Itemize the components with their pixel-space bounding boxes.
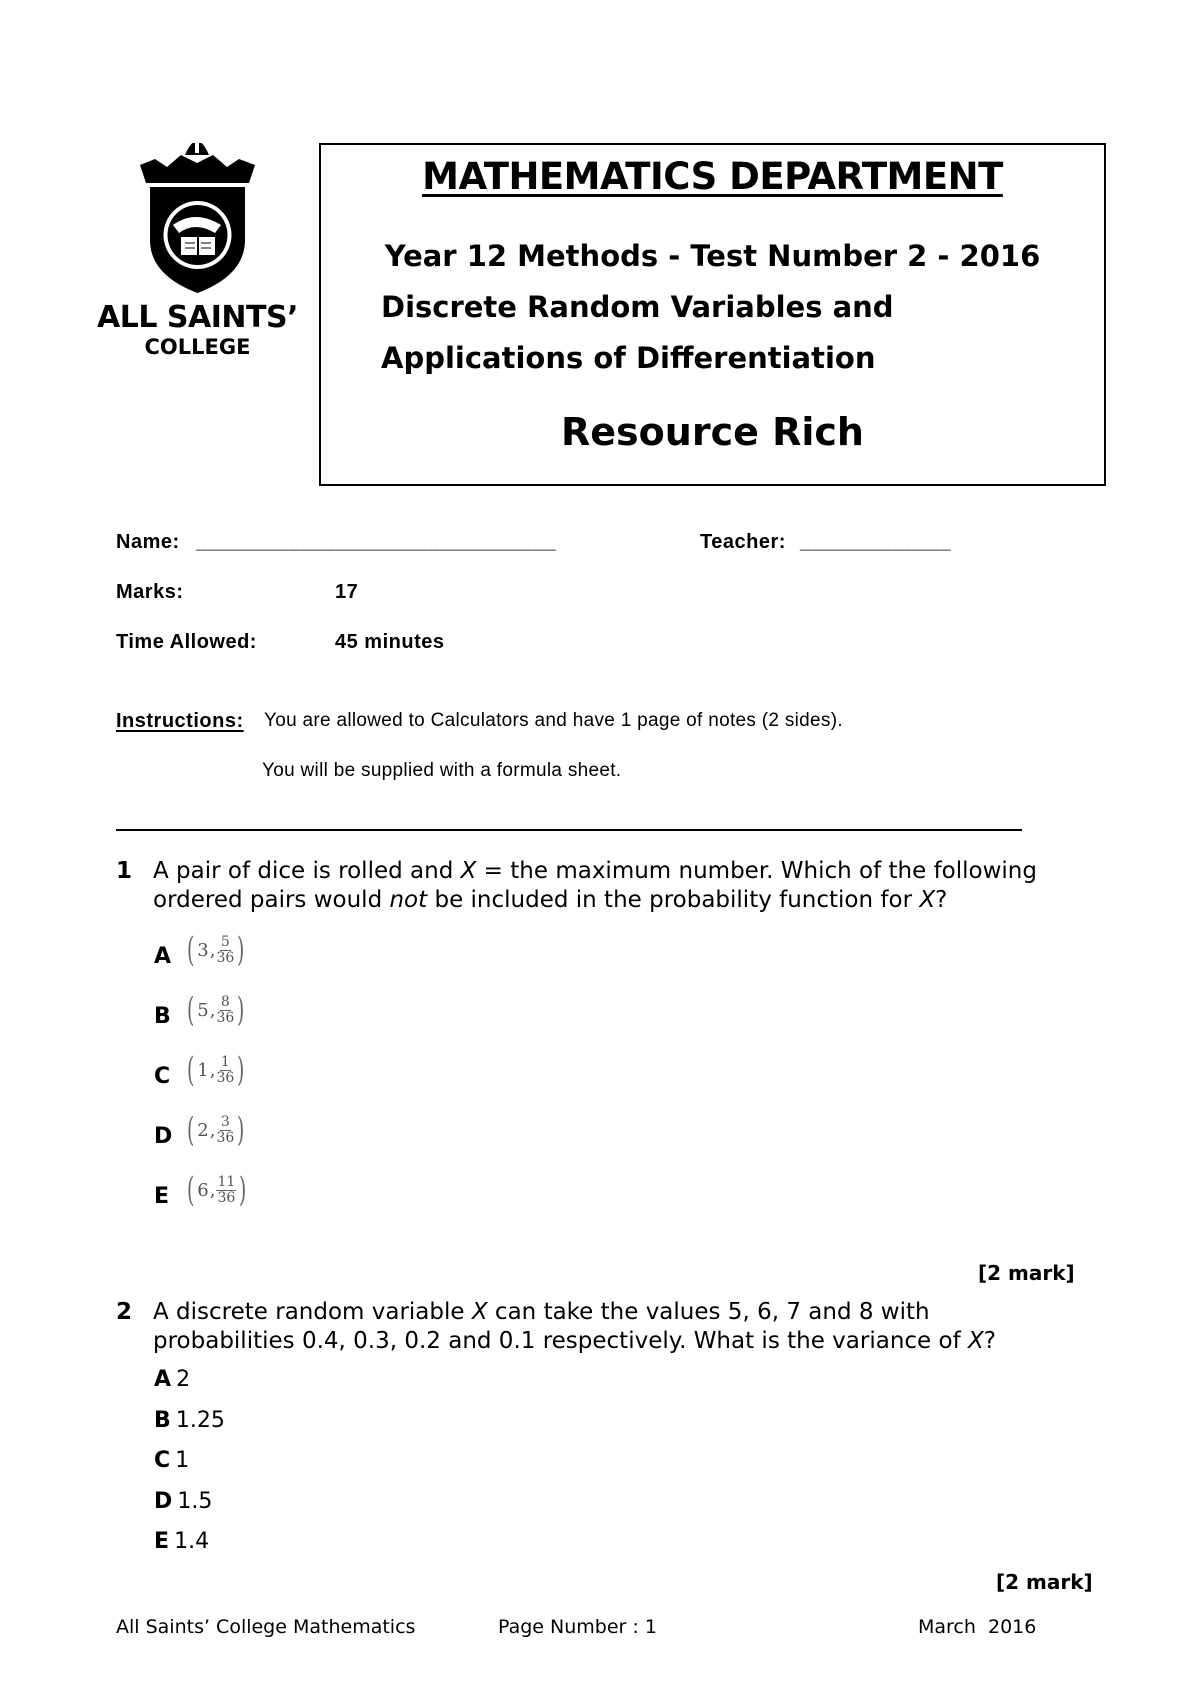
- option-letter: B: [154, 1408, 171, 1433]
- q2-option-b[interactable]: [154, 1408, 225, 1433]
- q1-option-c[interactable]: [154, 1050, 248, 1090]
- option-letter: A: [154, 943, 172, 969]
- marks-value: 17: [335, 581, 359, 603]
- option-value: 1.5: [177, 1489, 213, 1514]
- option-value: 1.25: [175, 1408, 225, 1433]
- pair-x: 3: [197, 939, 209, 961]
- pair-x: 2: [197, 1119, 209, 1141]
- teacher-label: Teacher:: [700, 531, 786, 553]
- q1-variable-2: X: [919, 887, 936, 913]
- school-logo: [95, 125, 300, 360]
- q1-text-a: A pair of dice is rolled and: [153, 858, 461, 884]
- footer-date: March 2016: [918, 1616, 1037, 1638]
- option-letter: B: [154, 1003, 171, 1029]
- option-value: 1.4: [174, 1529, 210, 1554]
- name-label: Name:: [116, 531, 180, 553]
- q2-number: 2: [116, 1299, 133, 1325]
- q1-text-line-1: [153, 857, 1037, 886]
- option-letter: A: [154, 1367, 172, 1392]
- logo-name-line2: COLLEGE: [144, 335, 251, 359]
- option-letter: D: [154, 1123, 173, 1149]
- instructions-label: Instructions:: [116, 710, 244, 732]
- pair-denominator: 36: [216, 1009, 235, 1026]
- ordered-pair: ( 6 , $\frac{11}{36}$ ): [186, 1170, 247, 1210]
- test-title: Year 12 Methods - Test Number 2 - 2016: [384, 239, 1041, 273]
- option-letter: D: [154, 1489, 173, 1514]
- q1-text-line-2: [153, 886, 947, 915]
- pair-x: 1: [197, 1059, 209, 1081]
- q2-variable: X: [471, 1299, 488, 1325]
- q1-emphasis: not: [389, 887, 428, 913]
- q2-option-c[interactable]: [154, 1448, 189, 1473]
- q2-text-b: can take the values 5, 6, 7 and 8 with: [487, 1299, 930, 1325]
- time-allowed-value: 45 minutes: [335, 631, 445, 653]
- topic-line-2: Applications of Differentiation: [381, 341, 876, 375]
- q1-number: 1: [116, 858, 133, 884]
- option-value: 2: [176, 1367, 191, 1392]
- pair-numerator: 5: [220, 933, 230, 950]
- option-letter: E: [154, 1183, 170, 1209]
- footer-left: All Saints’ College Mathematics: [116, 1616, 416, 1638]
- pair-numerator: 11: [217, 1173, 236, 1190]
- q2-text-d: ?: [983, 1328, 996, 1354]
- instructions-line-2: You will be supplied with a formula sheet.: [262, 760, 622, 781]
- q1-text-d: be included in the probability function for: [427, 887, 920, 913]
- option-letter: E: [154, 1529, 170, 1554]
- pair-numerator: 8: [220, 993, 230, 1010]
- pair-denominator: 36: [216, 949, 235, 966]
- q1-mark: [2 mark]: [978, 1261, 1075, 1285]
- crest-icon: [95, 125, 300, 295]
- time-allowed-label: Time Allowed:: [116, 631, 257, 653]
- pair-x: 5: [197, 999, 209, 1021]
- pair-denominator: 36: [216, 1129, 235, 1146]
- q2-option-e[interactable]: [154, 1529, 209, 1554]
- q2-variable-2: X: [967, 1328, 984, 1354]
- ordered-pair: ( 5 , $\frac{8}{36}$ ): [186, 990, 245, 1030]
- ordered-pair: ( 2 , $\frac{3}{36}$ ): [186, 1110, 245, 1150]
- option-letter: C: [154, 1448, 171, 1473]
- pair-numerator: 1: [220, 1053, 230, 1070]
- topic-line-1: Discrete Random Variables and: [381, 290, 894, 324]
- logo-name-line1: ALL SAINTS’: [97, 300, 298, 335]
- pair-numerator: 3: [220, 1113, 230, 1130]
- option-letter: C: [154, 1063, 171, 1089]
- pair-x: 6: [197, 1179, 209, 1201]
- section-divider: [116, 829, 1022, 831]
- ordered-pair: ( 1 , $\frac{1}{36}$ ): [186, 1050, 245, 1090]
- q1-variable: X: [460, 858, 477, 884]
- department-title: MATHEMATICS DEPARTMENT: [422, 155, 1003, 198]
- q2-text-a: A discrete random variable: [153, 1299, 472, 1325]
- q1-text-b: = the maximum number. Which of the following: [476, 858, 1037, 884]
- footer-page-number: Page Number : 1: [498, 1616, 657, 1638]
- instructions-line-1: You are allowed to Calculators and have 1 page of notes (2 sides).: [264, 710, 843, 731]
- header-box: [319, 143, 1106, 486]
- ordered-pair: ( 3 , $\frac{5}{36}$ ): [186, 930, 245, 970]
- pair-denominator: 36: [216, 1069, 235, 1086]
- resource-label: Resource Rich: [561, 410, 864, 454]
- name-blank[interactable]: _______________________________: [196, 531, 557, 553]
- q2-text-c: probabilities 0.4, 0.3, 0.2 and 0.1 respectively. What is the variance of: [153, 1328, 968, 1354]
- q1-option-d[interactable]: [154, 1110, 248, 1150]
- q1-text-c: ordered pairs would: [153, 887, 390, 913]
- q1-option-a[interactable]: [154, 930, 248, 970]
- pair-denominator: 36: [217, 1189, 236, 1206]
- teacher-blank[interactable]: _____________: [800, 531, 952, 553]
- q2-option-d[interactable]: [154, 1489, 212, 1514]
- q2-text-line-2: [153, 1327, 996, 1356]
- q1-text-e: ?: [935, 887, 948, 913]
- q2-mark: [2 mark]: [996, 1570, 1093, 1594]
- q2-option-a[interactable]: [154, 1367, 190, 1392]
- option-value: 1: [175, 1448, 190, 1473]
- q1-option-b[interactable]: [154, 990, 248, 1030]
- q1-option-e[interactable]: [154, 1170, 250, 1210]
- q2-text-line-1: [153, 1298, 930, 1327]
- marks-label: Marks:: [116, 581, 184, 603]
